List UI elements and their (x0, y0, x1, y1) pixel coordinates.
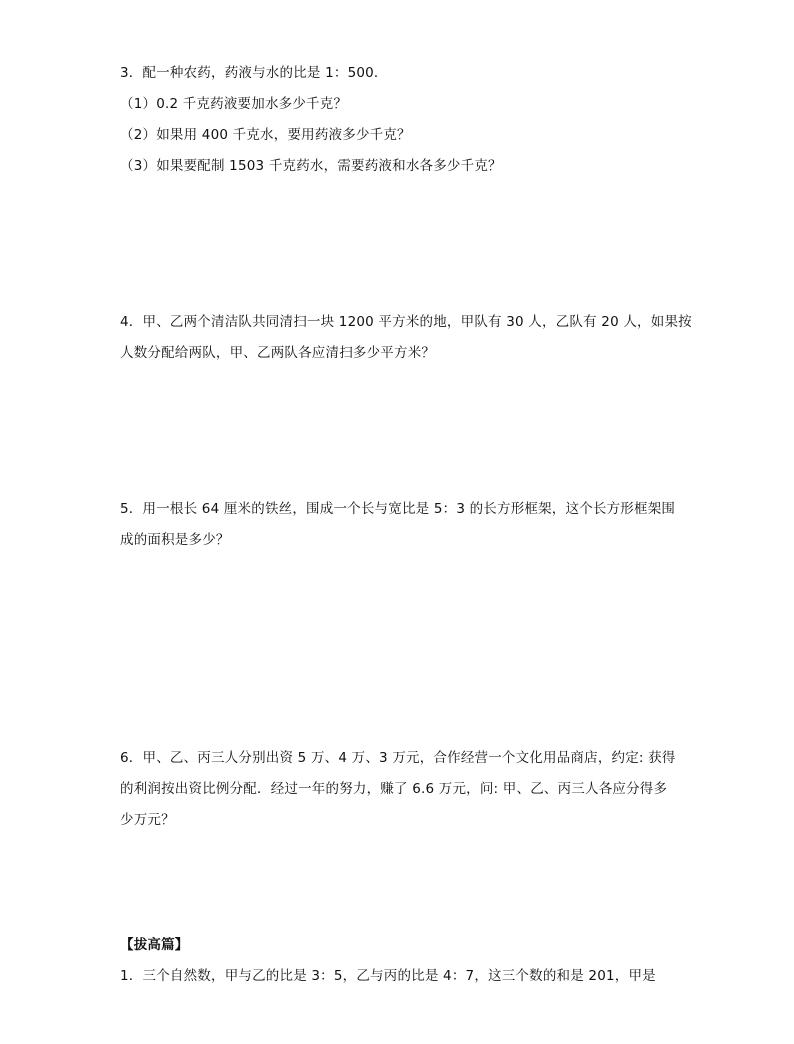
section-heading-advanced: 【拔高篇】 (120, 937, 189, 953)
question-6-line-3: 少万元？ (120, 812, 175, 828)
question-4-line-2: 人数分配给两队，甲、乙两队各应清扫多少平方米？ (120, 345, 436, 361)
question-5-line-1: 5．用一根长 64 厘米的铁丝，围成一个长与宽比是 5：3 的长方形框架，这个长方形框架围 (120, 501, 676, 517)
question-3-part-3: （3）如果要配制 1503 千克药水，需要药液和水各多少千克？ (120, 158, 502, 174)
question-6-line-1: 6．甲、乙、丙三人分别出资 5 万、4 万、3 万元，合作经营一个文化用品商店，约定: 获得 (120, 750, 676, 766)
question-3-stem: 3．配一种农药，药液与水的比是 1：500． (120, 65, 388, 81)
question-3-part-2: （2）如果用 400 千克水，要用药液多少千克？ (120, 127, 411, 143)
advanced-question-1-line-1: 1．三个自然数，甲与乙的比是 3：5，乙与丙的比是 4：7，这三个数的和是 201，甲是 (120, 968, 656, 984)
question-6-line-2: 的利润按出资比例分配．经过一年的努力，赚了 6.6 万元，问: 甲、乙、丙三人各应分得多 (120, 781, 668, 797)
question-5-line-2: 成的面积是多少？ (120, 532, 230, 548)
question-4-line-1: 4．甲、乙两个清洁队共同清扫一块 1200 平方米的地，甲队有 30 人，乙队有 20 人，如果按 (120, 314, 692, 330)
question-3-part-1: （1）0.2 千克药液要加水多少千克？ (120, 96, 348, 112)
